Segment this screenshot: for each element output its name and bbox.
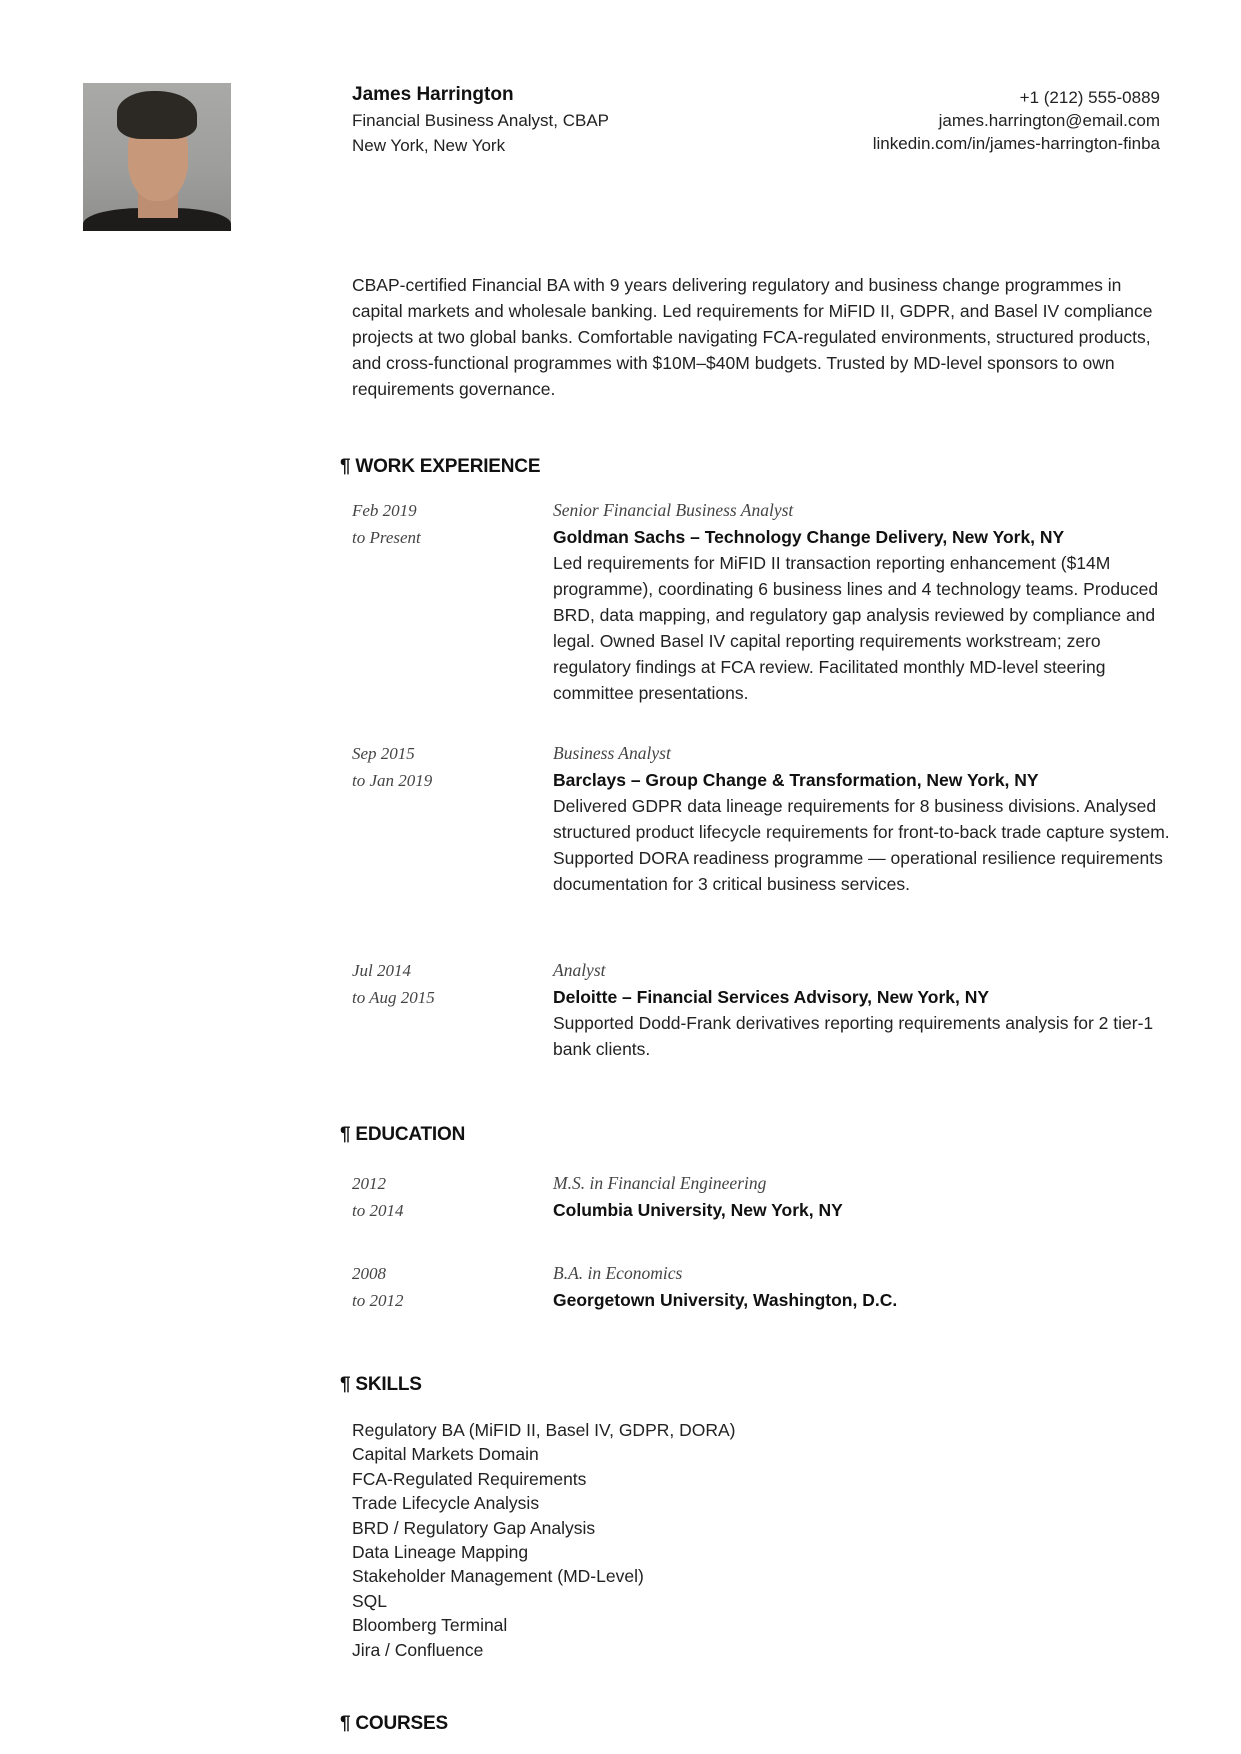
skill-item: Regulatory BA (MiFID II, Basel IV, GDPR, DORA): [352, 1420, 736, 1440]
linkedin-link[interactable]: linkedin.com/in/james-harrington-finba: [872, 134, 1160, 153]
job-description: Delivered GDPR data lineage requirements for 8 business divisions. Analysed structured product lifecycle requirements for front-to-back trade capture system. Supported DORA readiness programme — operational resilience requirements documentation for 3 critical business services.: [553, 796, 1170, 894]
end-date: to 2012: [352, 1291, 404, 1310]
candidate-name: James Harrington: [352, 84, 514, 105]
profile-summary: CBAP-certified Financial BA with 9 years delivering regulatory and business change programmes in capital markets and wholesale banking. Led requirements for MiFID II, GDPR, and Basel IV compliance projects at two global banks. Comfortable navigating FCA-regulated environments, structured products, and cross-functional programmes with $10M–$40M budgets. Trusted by MD-level sponsors to own requirements governance.: [352, 275, 1153, 399]
profile-photo: [83, 83, 231, 231]
section-label: EDUCATION: [355, 1124, 466, 1145]
degree: B.A. in Economics: [553, 1263, 683, 1283]
pilcrow-icon: ¶: [340, 456, 351, 477]
phone: +1 (212) 555-0889: [1019, 88, 1160, 107]
contact-block: [873, 86, 1160, 155]
date-range: [352, 1170, 532, 1224]
degree: M.S. in Financial Engineering: [553, 1173, 767, 1193]
section-title-education: [340, 1124, 465, 1146]
start-date: Feb 2019: [352, 501, 417, 520]
section-title-courses: [340, 1713, 448, 1735]
section-label: COURSES: [355, 1713, 448, 1734]
job-description: Led requirements for MiFID II transaction reporting enhancement ($14M programme), coordinating 6 business lines and 4 technology teams. Produced BRD, data mapping, and regulatory gap analysis reviewed by compliance and legal. Owned Basel IV capital reporting requirements workstream; zero regulatory findings at FCA review. Facilitated monthly MD-level steering committee presentations.: [553, 553, 1159, 703]
end-date: to Aug 2015: [352, 988, 435, 1007]
candidate-title: Financial Business Analyst, CBAP: [352, 111, 610, 130]
employer: Deloitte – Financial Services Advisory, New York, NY: [553, 987, 990, 1007]
photo-hair: [117, 91, 197, 139]
pilcrow-icon: ¶: [340, 1124, 351, 1145]
skill-item: Bloomberg Terminal: [352, 1615, 508, 1636]
end-date: to Jan 2019: [352, 771, 433, 790]
entry-body: [553, 1170, 1183, 1223]
skill-item: SQL: [352, 1590, 388, 1611]
pilcrow-icon: ¶: [340, 1374, 351, 1395]
start-date: Sep 2015: [352, 744, 415, 763]
job-role: Analyst: [553, 960, 606, 980]
end-date: to Present: [352, 528, 421, 547]
section-title-skills: [340, 1374, 422, 1396]
entry-body: [553, 1260, 1183, 1313]
job-role: Senior Financial Business Analyst: [553, 500, 794, 520]
skill-item: Capital Markets Domain: [352, 1444, 539, 1465]
skill-item: Jira / Confluence: [352, 1639, 484, 1660]
skill-item: Data Lineage Mapping: [352, 1542, 529, 1563]
date-range: [352, 740, 532, 794]
entry-body: [553, 957, 1183, 1062]
job-role: Business Analyst: [553, 743, 671, 763]
skill-item: Stakeholder Management (MD-Level): [352, 1566, 644, 1587]
skills-list: [352, 1418, 736, 1662]
employer: Barclays – Group Change & Transformation, New York, NY: [553, 770, 1039, 790]
skill-item: BRD / Regulatory Gap Analysis: [352, 1517, 596, 1538]
start-date: 2008: [352, 1264, 386, 1283]
section-label: SKILLS: [355, 1374, 422, 1395]
school: Columbia University, New York, NY: [553, 1200, 843, 1220]
employer: Goldman Sachs – Technology Change Delivery, New York, NY: [553, 527, 1065, 547]
pilcrow-icon: ¶: [340, 1713, 351, 1734]
date-range: [352, 497, 532, 551]
end-date: to 2014: [352, 1201, 404, 1220]
entry-body: [553, 497, 1183, 706]
section-title-work: [340, 456, 540, 478]
start-date: 2012: [352, 1174, 386, 1193]
email-link[interactable]: james.harrington@email.com: [938, 111, 1160, 130]
skill-item: Trade Lifecycle Analysis: [352, 1493, 540, 1514]
skill-item: FCA-Regulated Requirements: [352, 1468, 587, 1489]
start-date: Jul 2014: [352, 961, 412, 980]
school: Georgetown University, Washington, D.C.: [553, 1290, 898, 1310]
candidate-location: New York, New York: [352, 136, 506, 155]
date-range: [352, 1260, 532, 1314]
job-description: Supported Dodd-Frank derivatives reporting requirements analysis for 2 tier-1 bank clients.: [553, 1013, 1154, 1059]
section-label: WORK EXPERIENCE: [355, 456, 541, 477]
date-range: [352, 957, 532, 1011]
entry-body: [553, 740, 1183, 897]
